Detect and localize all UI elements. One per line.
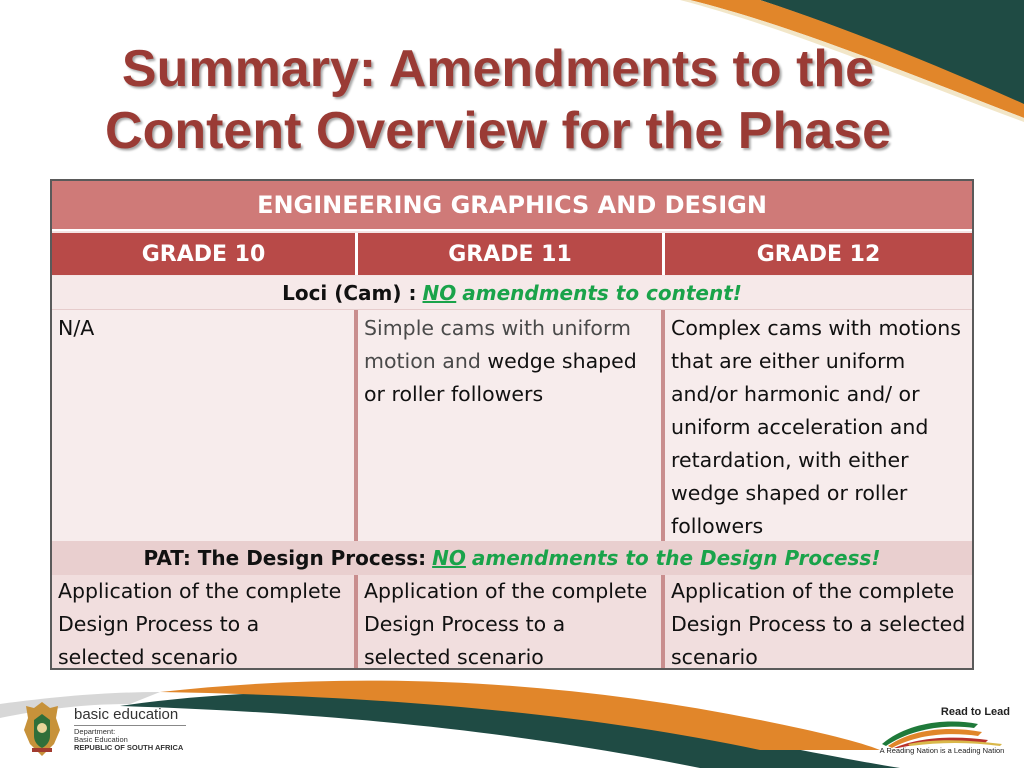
loci-grade-11-text-part-2: wedge shaped or roller followers	[364, 349, 637, 406]
grade-header-row	[52, 233, 972, 275]
loci-grade-11-text-part-1: Simple cams with uniform motion and	[364, 316, 632, 373]
read-to-lead-title: Read to Lead	[940, 706, 1010, 718]
basic-education-logo	[20, 700, 190, 760]
grade-12-header: GRADE 12	[665, 233, 972, 275]
loci-section-row	[52, 276, 972, 310]
loci-grade-12-cell: Complex cams with motions that are either uniform and/or harmonic and/ or uniform acceleration and retardation, with either wedge shaped or roller followers	[665, 310, 972, 541]
dbe-country: REPUBLIC OF SOUTH AFRICA	[74, 743, 184, 752]
loci-content-row	[52, 310, 972, 541]
pat-no-note: NO	[432, 546, 466, 570]
read-to-lead-tagline: A Reading Nation is a Leading Nation	[879, 746, 1005, 755]
loci-grade-10-cell: N/A	[52, 310, 358, 541]
dbe-department-name: Basic Education	[74, 735, 128, 744]
open-book-icon	[878, 714, 1010, 748]
slide-title-line-2: Content Overview for the Phase	[105, 102, 891, 160]
pat-grade-12-cell: Application of the complete Design Process to a selected scenario	[665, 575, 972, 668]
pat-content-row	[52, 575, 972, 668]
content-table	[50, 179, 974, 670]
pat-amendment-note: amendments to the Design Process!	[471, 546, 881, 570]
pat-grade-10-cell: Application of the complete Design Process to a selected scenario	[52, 575, 358, 668]
subject-header: ENGINEERING GRAPHICS AND DESIGN	[52, 181, 972, 231]
read-to-lead-logo	[874, 700, 1014, 760]
pat-grade-11-cell: Application of the complete Design Process to a selected scenario	[358, 575, 665, 668]
dbe-divider	[74, 725, 186, 726]
grade-10-header: GRADE 10	[52, 233, 358, 275]
loci-amendment-note: amendments to content!	[462, 280, 742, 305]
slide-title-line-1: Summary: Amendments to the	[121, 40, 875, 98]
pat-section-row	[52, 541, 972, 575]
grade-11-header: GRADE 11	[358, 233, 665, 275]
pat-section-label: PAT: The Design Process:	[143, 546, 427, 570]
loci-no-note: NO	[422, 280, 457, 305]
dbe-name: basic education	[74, 706, 179, 723]
coat-of-arms-icon	[20, 700, 64, 758]
slide-title	[58, 38, 938, 162]
dbe-department: Department:	[74, 727, 116, 736]
loci-grade-11-cell	[358, 310, 665, 541]
loci-section-label: Loci (Cam) :	[282, 280, 417, 305]
